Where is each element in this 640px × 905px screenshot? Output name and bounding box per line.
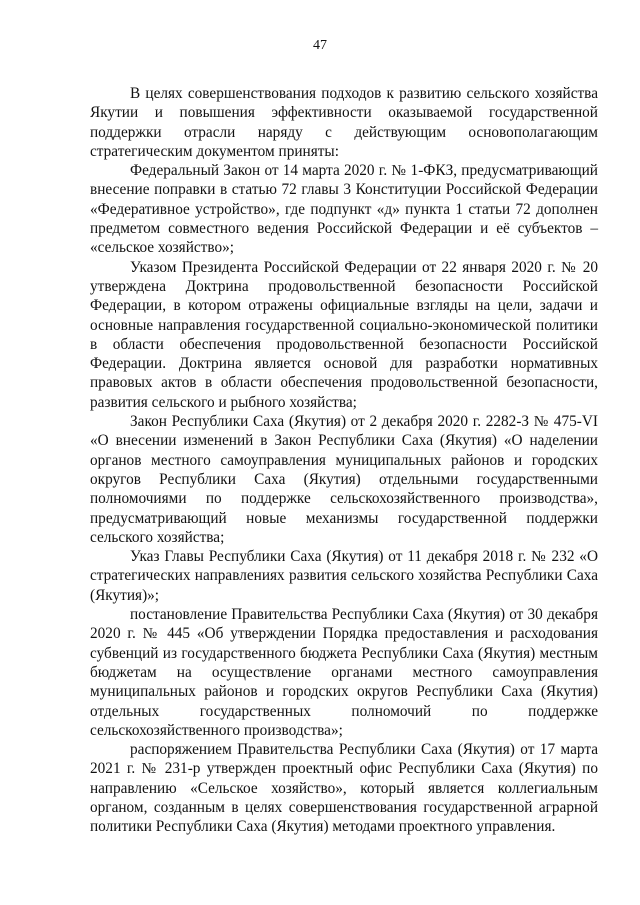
page-number: 47 xyxy=(313,38,327,53)
paragraph-presidential-decree: Указом Президента Российской Федерации от 22 января 2020 г. № 20 утверждена Доктрина продовольственной безопасности Российской Федерации, в котором отражены официальные взгляды на цели, задачи и основные направления государственной социально-экономической политики в области обеспечения продовольственной безопасности Российской Федерации. Доктрина является основой для разработки нормативных правовых актов в области обеспечения продовольственной безопасности, развития сельского и рыбного хозяйства; xyxy=(90,258,598,411)
paragraph-federal-law: Федеральный Закон от 14 марта 2020 г. № 1-ФКЗ, предусматривающий внесение поправки в статью 72 главы 3 Конституции Российской Федерации «Федеративное устройство», где подпункт «д» пункта 1 статьи 72 дополнен предметом совместного ведения Российской Федерации и её субъектов – «сельское хозяйство»; xyxy=(90,162,598,257)
paragraph-head-decree: Указ Главы Республики Саха (Якутия) от 11 декабря 2018 г. № 232 «О стратегических направлениях развития сельского хозяйства Республики Саха (Якутия)»; xyxy=(90,548,598,604)
paragraph-government-resolution: постановление Правительства Республики Саха (Якутия) от 30 декабря 2020 г. № 445 «Об утверждении Порядка предоставления и расходования субвенций из государственного бюджета Республики Саха (Якутия) местным бюджетам на осуществление органами местного самоуправления муниципальных районов и городских округов Республики Саха (Якутия) отдельных государственных полномочий по поддержке сельскохозяйственного производства»; xyxy=(90,606,598,739)
paragraph-republic-law: Закон Республики Саха (Якутия) от 2 декабря 2020 г. 2282-З № 475-VI «О внесении изменений в Закон Республики Саха (Якутия) «О наделении органов местного самоуправления муниципальных районов и городских округов Республики Саха (Якутия) отдельными государственными полномочиями по поддержке сельскохозяйственного производства», предусматривающий новые механизмы государственной поддержки сельского хозяйства; xyxy=(90,413,598,546)
paragraph-government-order: распоряжением Правительства Республики Саха (Якутия) от 17 марта 2021 г. № 231-р утвержден проектный офис Республики Саха (Якутия) по направлению «Сельское хозяйство», который является коллегиальным органом, созданным в целях совершенствования государственной аграрной политики Республики Саха (Якутия) методами проектного управления. xyxy=(90,741,598,836)
document-body xyxy=(90,84,598,837)
paragraph-intro: В целях совершенствования подходов к развитию сельского хозяйства Якутии и повышения эффективности оказываемой государственной поддержки отрасли наряду с действующим основополагающим стратегическим документом приняты: xyxy=(90,85,598,160)
